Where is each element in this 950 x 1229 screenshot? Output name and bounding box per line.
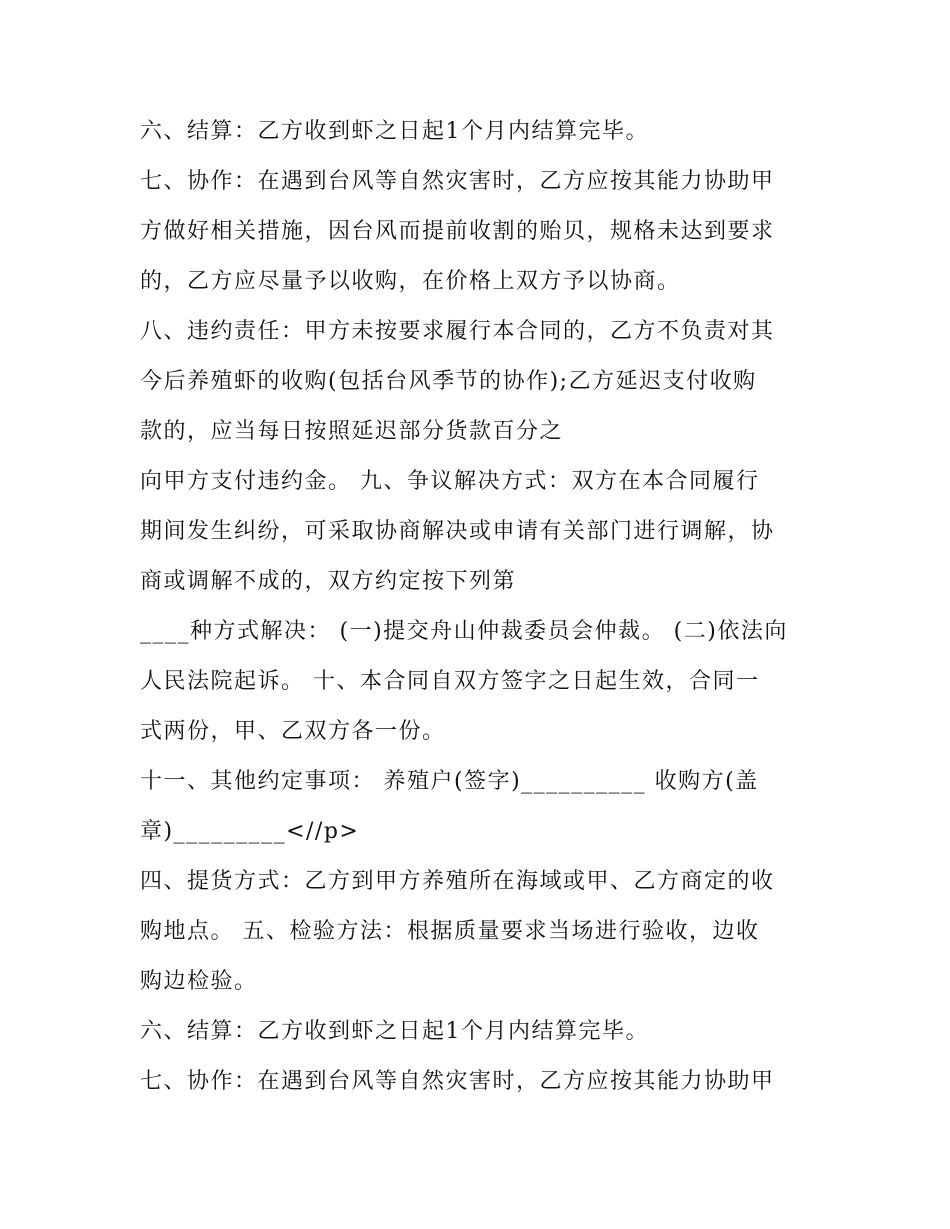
text-line-11: ____种方式解决： (一)提交舟山仲裁委员会仲裁。 (二)依法向 <box>140 619 788 644</box>
text-line-8: 向甲方支付违约金。 九、争议解决方式：双方在本合同履行 <box>140 469 760 494</box>
text-line-4: 的，乙方应尽量予以收购，在价格上双方予以协商。 <box>140 269 681 294</box>
text-line-12: 人民法院起诉。 十、本合同自双方签字之日起生效，合同一 <box>140 669 760 694</box>
text-line-20: 七、协作：在遇到台风等自然灾害时，乙方应按其能力协助甲 <box>140 1069 775 1094</box>
text-line-10: 商或调解不成的，双方约定按下列第 <box>140 569 517 594</box>
text-line-15: 章)_________<//p> <box>140 819 360 844</box>
document-body <box>140 107 820 1107</box>
text-line-6: 今后养殖虾的收购(包括台风季节的协作);乙方延迟支付收购 <box>140 369 757 394</box>
text-line-14: 十一、其他约定事项： 养殖户(签字)__________ 收购方(盖 <box>140 769 759 794</box>
text-line-17: 购地点。 五、检验方法：根据质量要求当场进行验收，边收 <box>140 919 760 944</box>
text-line-13: 式两份，甲、乙双方各一份。 <box>140 719 446 744</box>
text-line-18: 购边检验。 <box>140 969 258 994</box>
text-line-9: 期间发生纠纷，可采取协商解决或申请有关部门进行调解，协 <box>140 519 775 544</box>
text-line-3: 方做好相关措施，因台风而提前收割的贻贝，规格未达到要求 <box>140 219 775 244</box>
text-line-5: 八、违约责任：甲方未按要求履行本合同的，乙方不负责对其 <box>140 319 775 344</box>
text-line-7: 款的，应当每日按照延迟部分货款百分之 <box>140 419 564 444</box>
text-line-16: 四、提货方式：乙方到甲方养殖所在海域或甲、乙方商定的收 <box>140 869 775 894</box>
text-line-19: 六、结算：乙方收到虾之日起1个月内结算完毕。 <box>140 1019 649 1044</box>
text-line-1: 六、结算：乙方收到虾之日起1个月内结算完毕。 <box>140 119 649 144</box>
text-line-2: 七、协作：在遇到台风等自然灾害时，乙方应按其能力协助甲 <box>140 169 775 194</box>
